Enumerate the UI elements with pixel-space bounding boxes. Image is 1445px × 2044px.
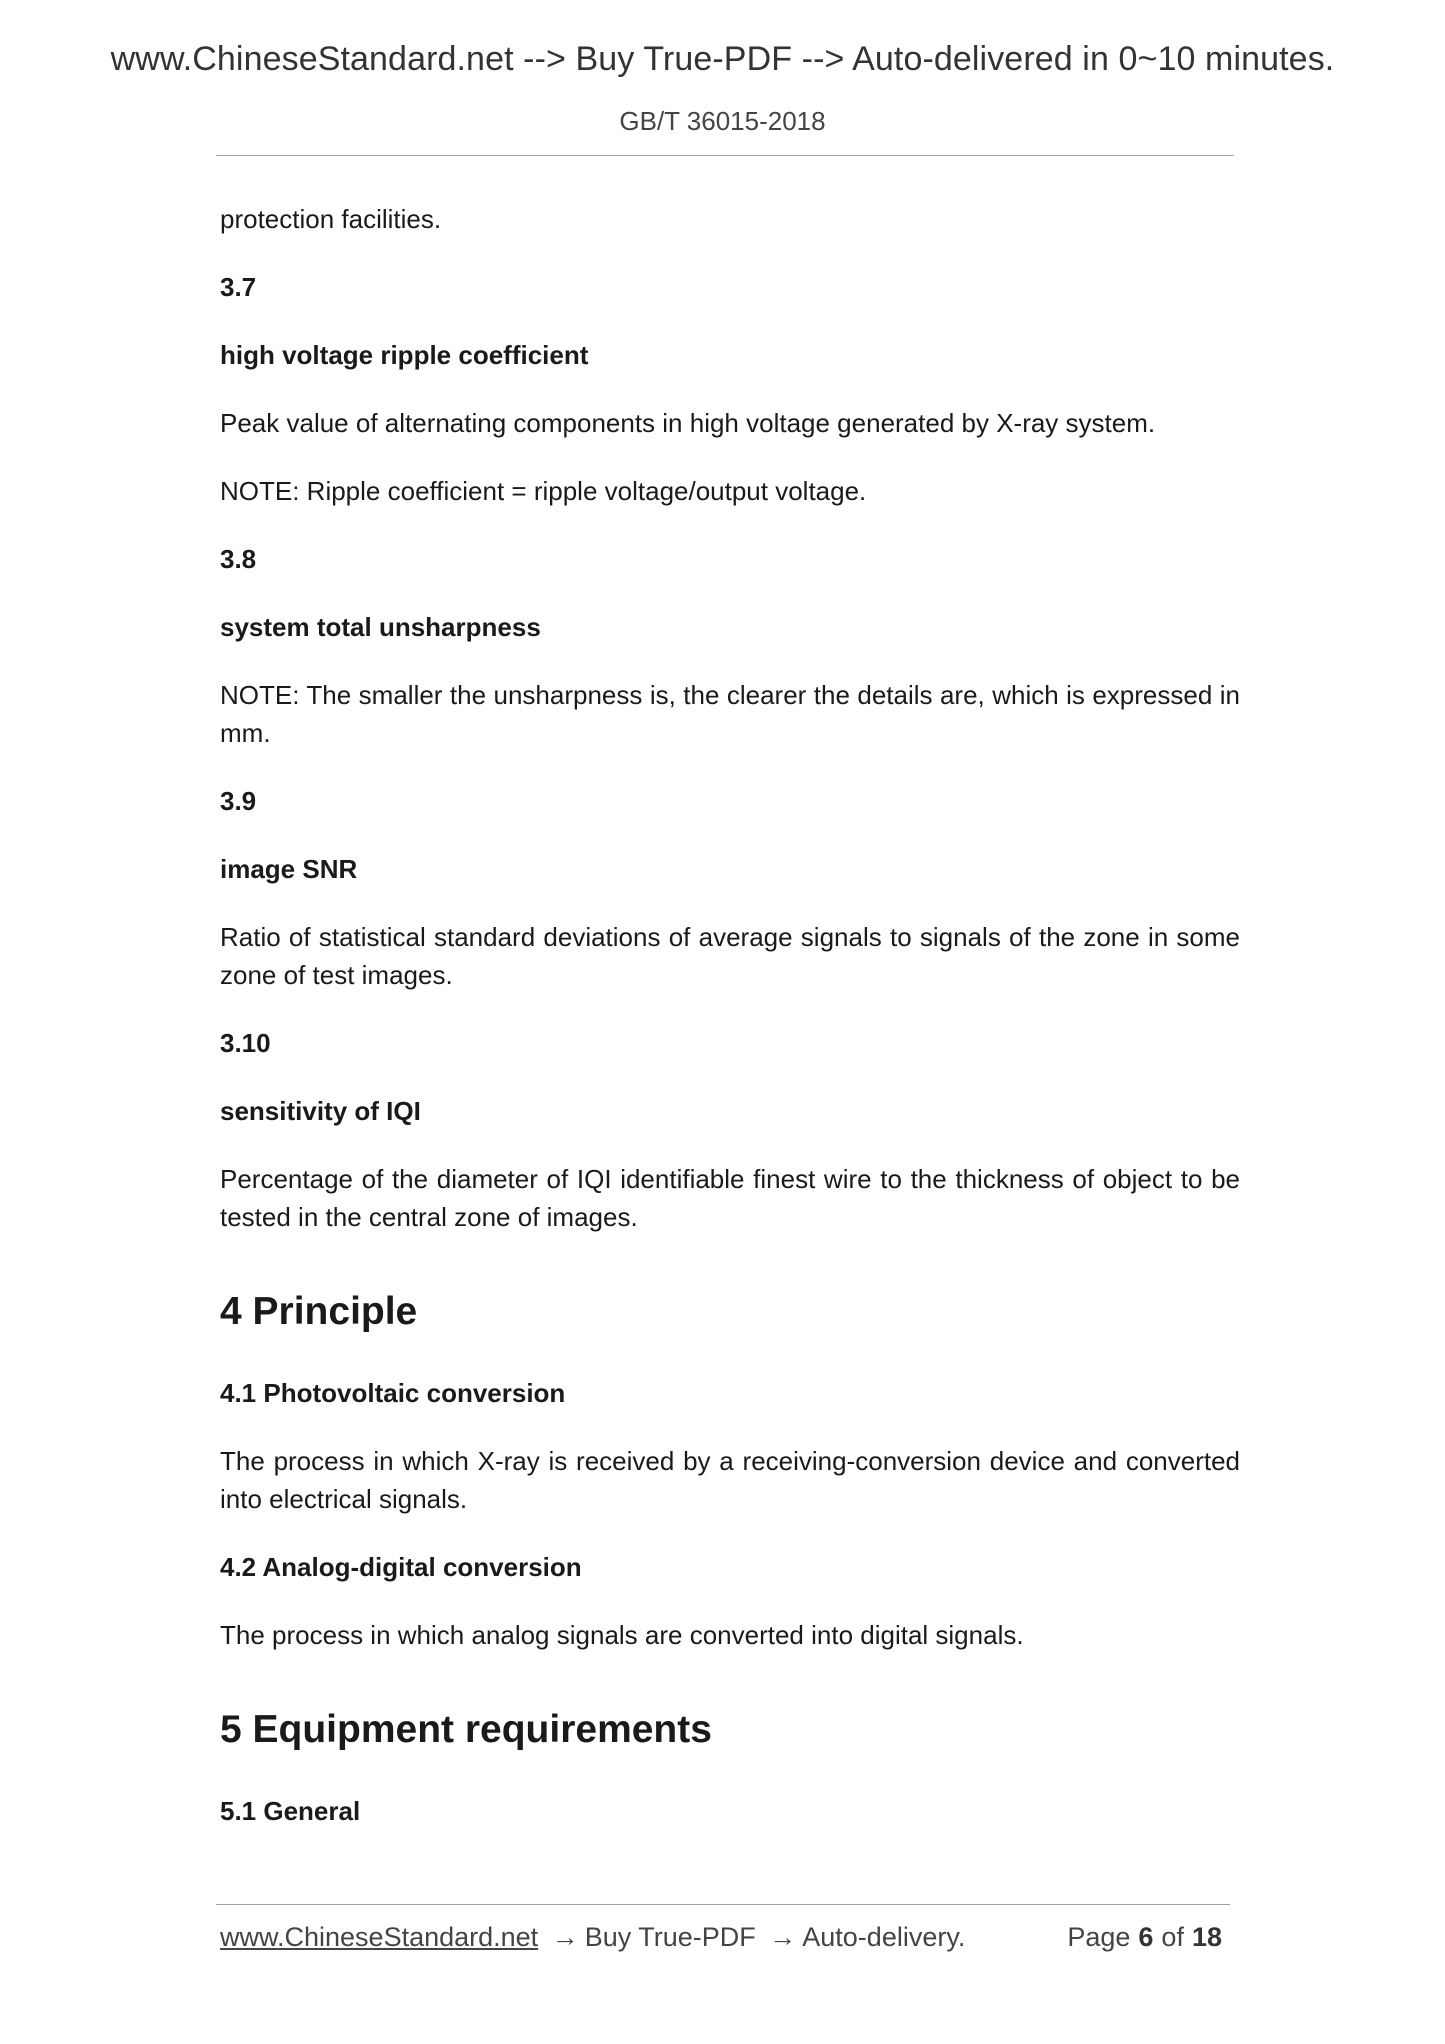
site-banner: www.ChineseStandard.net --> Buy True-PDF --> Auto-delivered in 0~10 minutes. xyxy=(110,40,1335,78)
definition-3-10: Percentage of the diameter of IQI identifiable finest wire to the thickness of object to be tested in the central zone of images. xyxy=(220,1164,1240,1232)
page-of: of xyxy=(1161,1922,1184,1952)
term-3-9: image SNR xyxy=(220,854,358,884)
page-total: 18 xyxy=(1191,1922,1222,1952)
continuation-text: protection facilities. xyxy=(220,204,442,234)
page-label: Page xyxy=(1067,1922,1131,1952)
clause-number-3-9: 3.9 xyxy=(220,786,257,816)
clause-number-3-7: 3.7 xyxy=(220,272,257,302)
section-heading-4: 4 Principle xyxy=(220,1290,418,1333)
arrow-right-icon: → xyxy=(769,1922,797,1952)
footer-buy-text: Buy True-PDF xyxy=(584,1922,756,1952)
page-footer xyxy=(220,1922,1230,1953)
term-3-10: sensitivity of IQI xyxy=(220,1096,421,1126)
page-indicator xyxy=(1067,1922,1230,1953)
term-3-7: high voltage ripple coefficient xyxy=(220,340,589,370)
definition-3-9: Ratio of statistical standard deviations of average signals to signals of the zone in some zone of test images. xyxy=(220,922,1240,990)
definition-3-7: Peak value of alternating components in high voltage generated by X-ray system. xyxy=(220,408,1156,438)
footer-delivery-text: Auto-delivery. xyxy=(802,1922,966,1952)
text-4-1: The process in which X-ray is received by a receiving-conversion device and converted into electrical signals. xyxy=(220,1446,1240,1514)
section-heading-5: 5 Equipment requirements xyxy=(220,1708,712,1751)
text-4-2: The process in which analog signals are converted into digital signals. xyxy=(220,1620,1024,1650)
note-3-8: NOTE: The smaller the unsharpness is, the clearer the details are, which is expressed in mm. xyxy=(220,680,1240,748)
subsection-heading-4-2: 4.2 Analog-digital conversion xyxy=(220,1552,582,1582)
subsection-heading-4-1: 4.1 Photovoltaic conversion xyxy=(220,1378,566,1408)
page-current: 6 xyxy=(1138,1922,1154,1952)
note-3-7: NOTE: Ripple coefficient = ripple voltage/output voltage. xyxy=(220,476,867,506)
clause-number-3-10: 3.10 xyxy=(220,1028,271,1058)
clause-number-3-8: 3.8 xyxy=(220,544,257,574)
term-3-8: system total unsharpness xyxy=(220,612,541,642)
arrow-right-icon: → xyxy=(551,1922,579,1952)
footer-site-link[interactable]: www.ChineseStandard.net xyxy=(220,1922,539,1952)
subsection-heading-5-1: 5.1 General xyxy=(220,1796,361,1826)
footer-divider xyxy=(216,1904,1230,1905)
header-divider xyxy=(216,155,1234,156)
standard-code: GB/T 36015-2018 xyxy=(619,106,826,136)
page-content xyxy=(220,200,1240,1860)
